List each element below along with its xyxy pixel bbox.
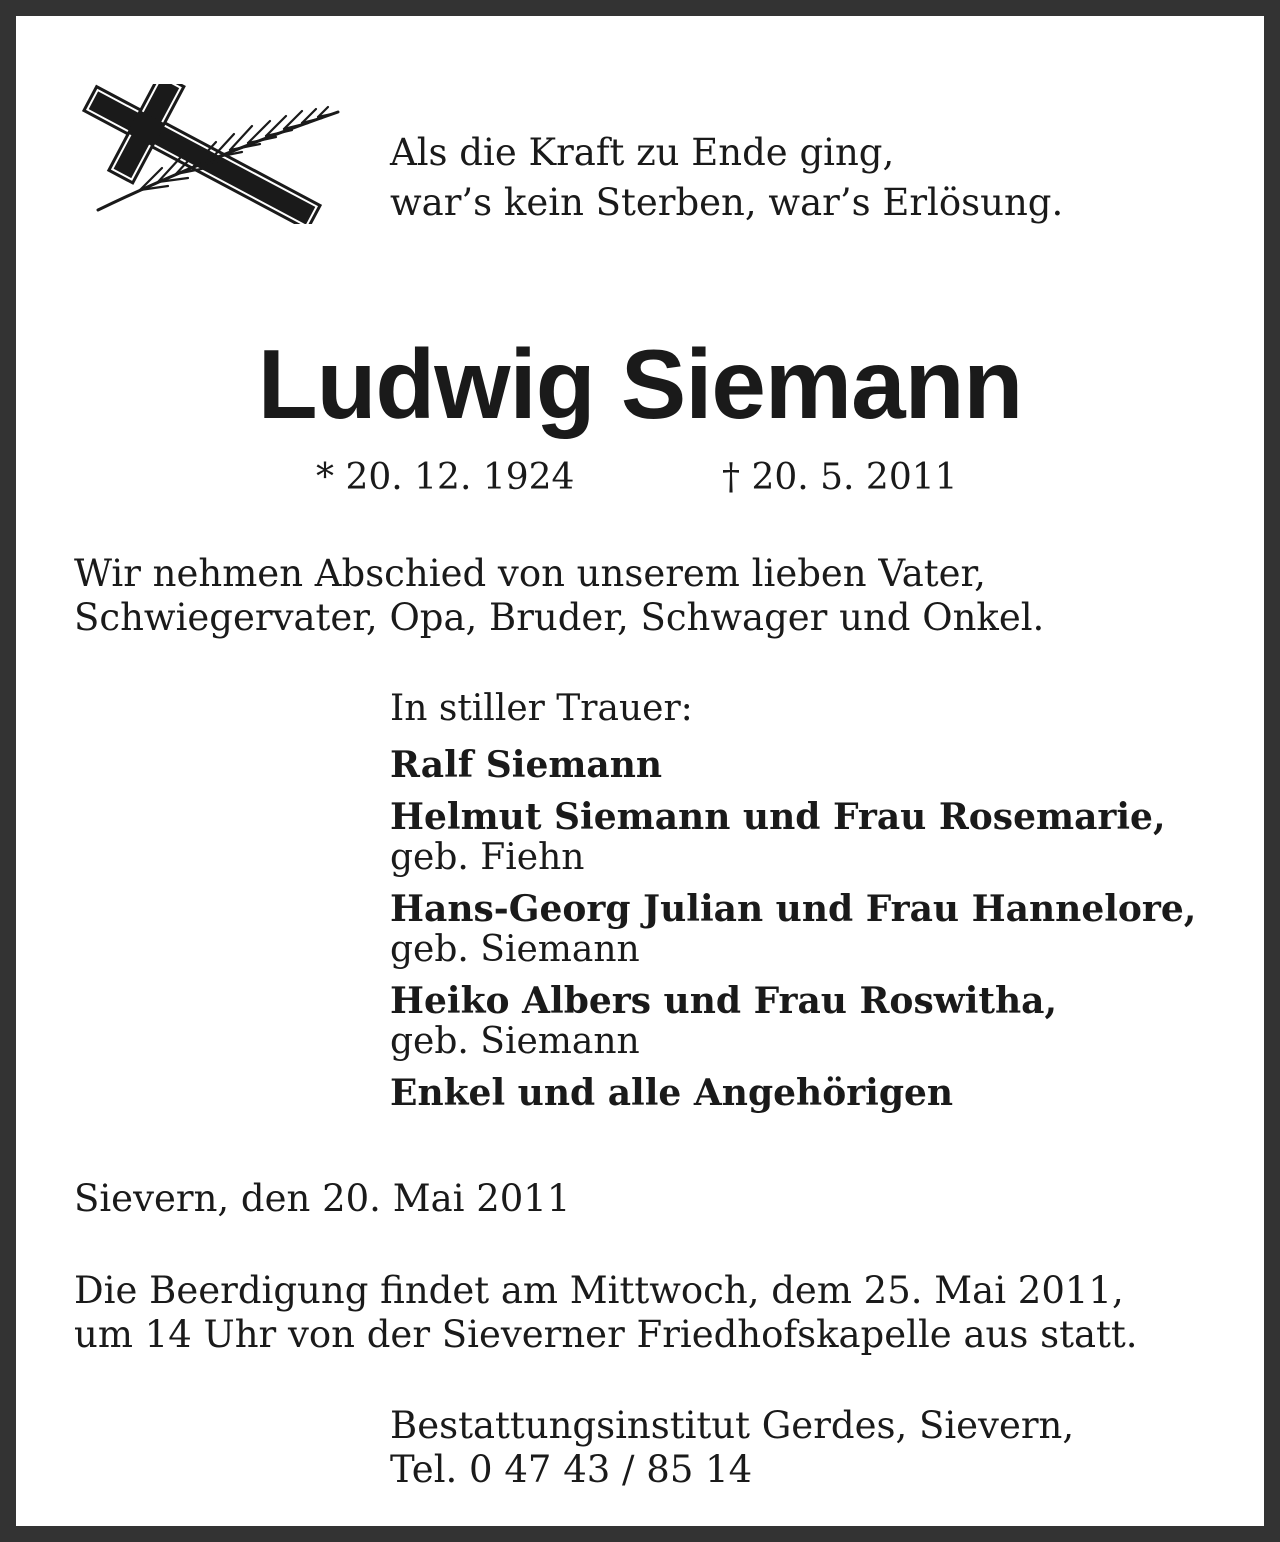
cross-with-palm-branch-icon	[70, 84, 340, 224]
mourner-name: Enkel und alle Angehörigen	[390, 1072, 954, 1114]
motto-line: Als die Kraft zu Ende ging,	[390, 131, 895, 174]
undertaker-phone: Tel. 0 47 43 / 85 14	[390, 1448, 753, 1491]
mourners-intro: In stiller Trauer:	[390, 688, 693, 729]
mourners-list	[390, 686, 1196, 1124]
mourner-name: Helmut Siemann und Frau Rosemarie,	[390, 796, 1166, 838]
mourner-entry	[390, 744, 1196, 786]
mourner-entry	[390, 796, 1196, 878]
mourner-entry	[390, 1072, 1196, 1114]
mourner-name: Ralf Siemann	[390, 744, 663, 786]
motto-verse	[390, 128, 1063, 228]
birth-date: * 20. 12. 1924	[316, 457, 575, 498]
funeral-line: Die Beerdigung findet am Mittwoch, dem 25. Mai 2011,	[74, 1269, 1124, 1312]
funeral-info	[74, 1269, 1138, 1357]
mourner-name: Heiko Albers und Frau Roswitha,	[390, 980, 1058, 1022]
funeral-line: um 14 Uhr von der Sieverner Friedhofskapelle aus statt.	[74, 1313, 1138, 1356]
place-and-date: Sievern, den 20. Mai 2011	[74, 1177, 571, 1220]
farewell-line: Schwiegervater, Opa, Bruder, Schwager und Onkel.	[74, 596, 1045, 639]
mourner-maiden-name: geb. Siemann	[390, 929, 640, 970]
mourner-maiden-name: geb. Fiehn	[390, 837, 585, 878]
mourner-entry	[390, 980, 1196, 1062]
deceased-name: Ludwig Siemann	[257, 329, 1023, 439]
undertaker-name: Bestattungsinstitut Gerdes, Sievern,	[390, 1404, 1075, 1447]
mourner-maiden-name: geb. Siemann	[390, 1021, 640, 1062]
motto-line: war’s kein Sterben, war’s Erlösung.	[390, 181, 1064, 224]
obituary-notice	[16, 16, 1264, 1526]
undertaker-contact	[390, 1404, 1074, 1492]
mourner-name: Hans-Georg Julian und Frau Hannelore,	[390, 888, 1197, 930]
farewell-line: Wir nehmen Abschied von unserem lieben Vater,	[74, 552, 986, 595]
mourner-entry	[390, 888, 1196, 970]
farewell-text	[74, 552, 1204, 640]
death-date: † 20. 5. 2011	[722, 457, 958, 498]
